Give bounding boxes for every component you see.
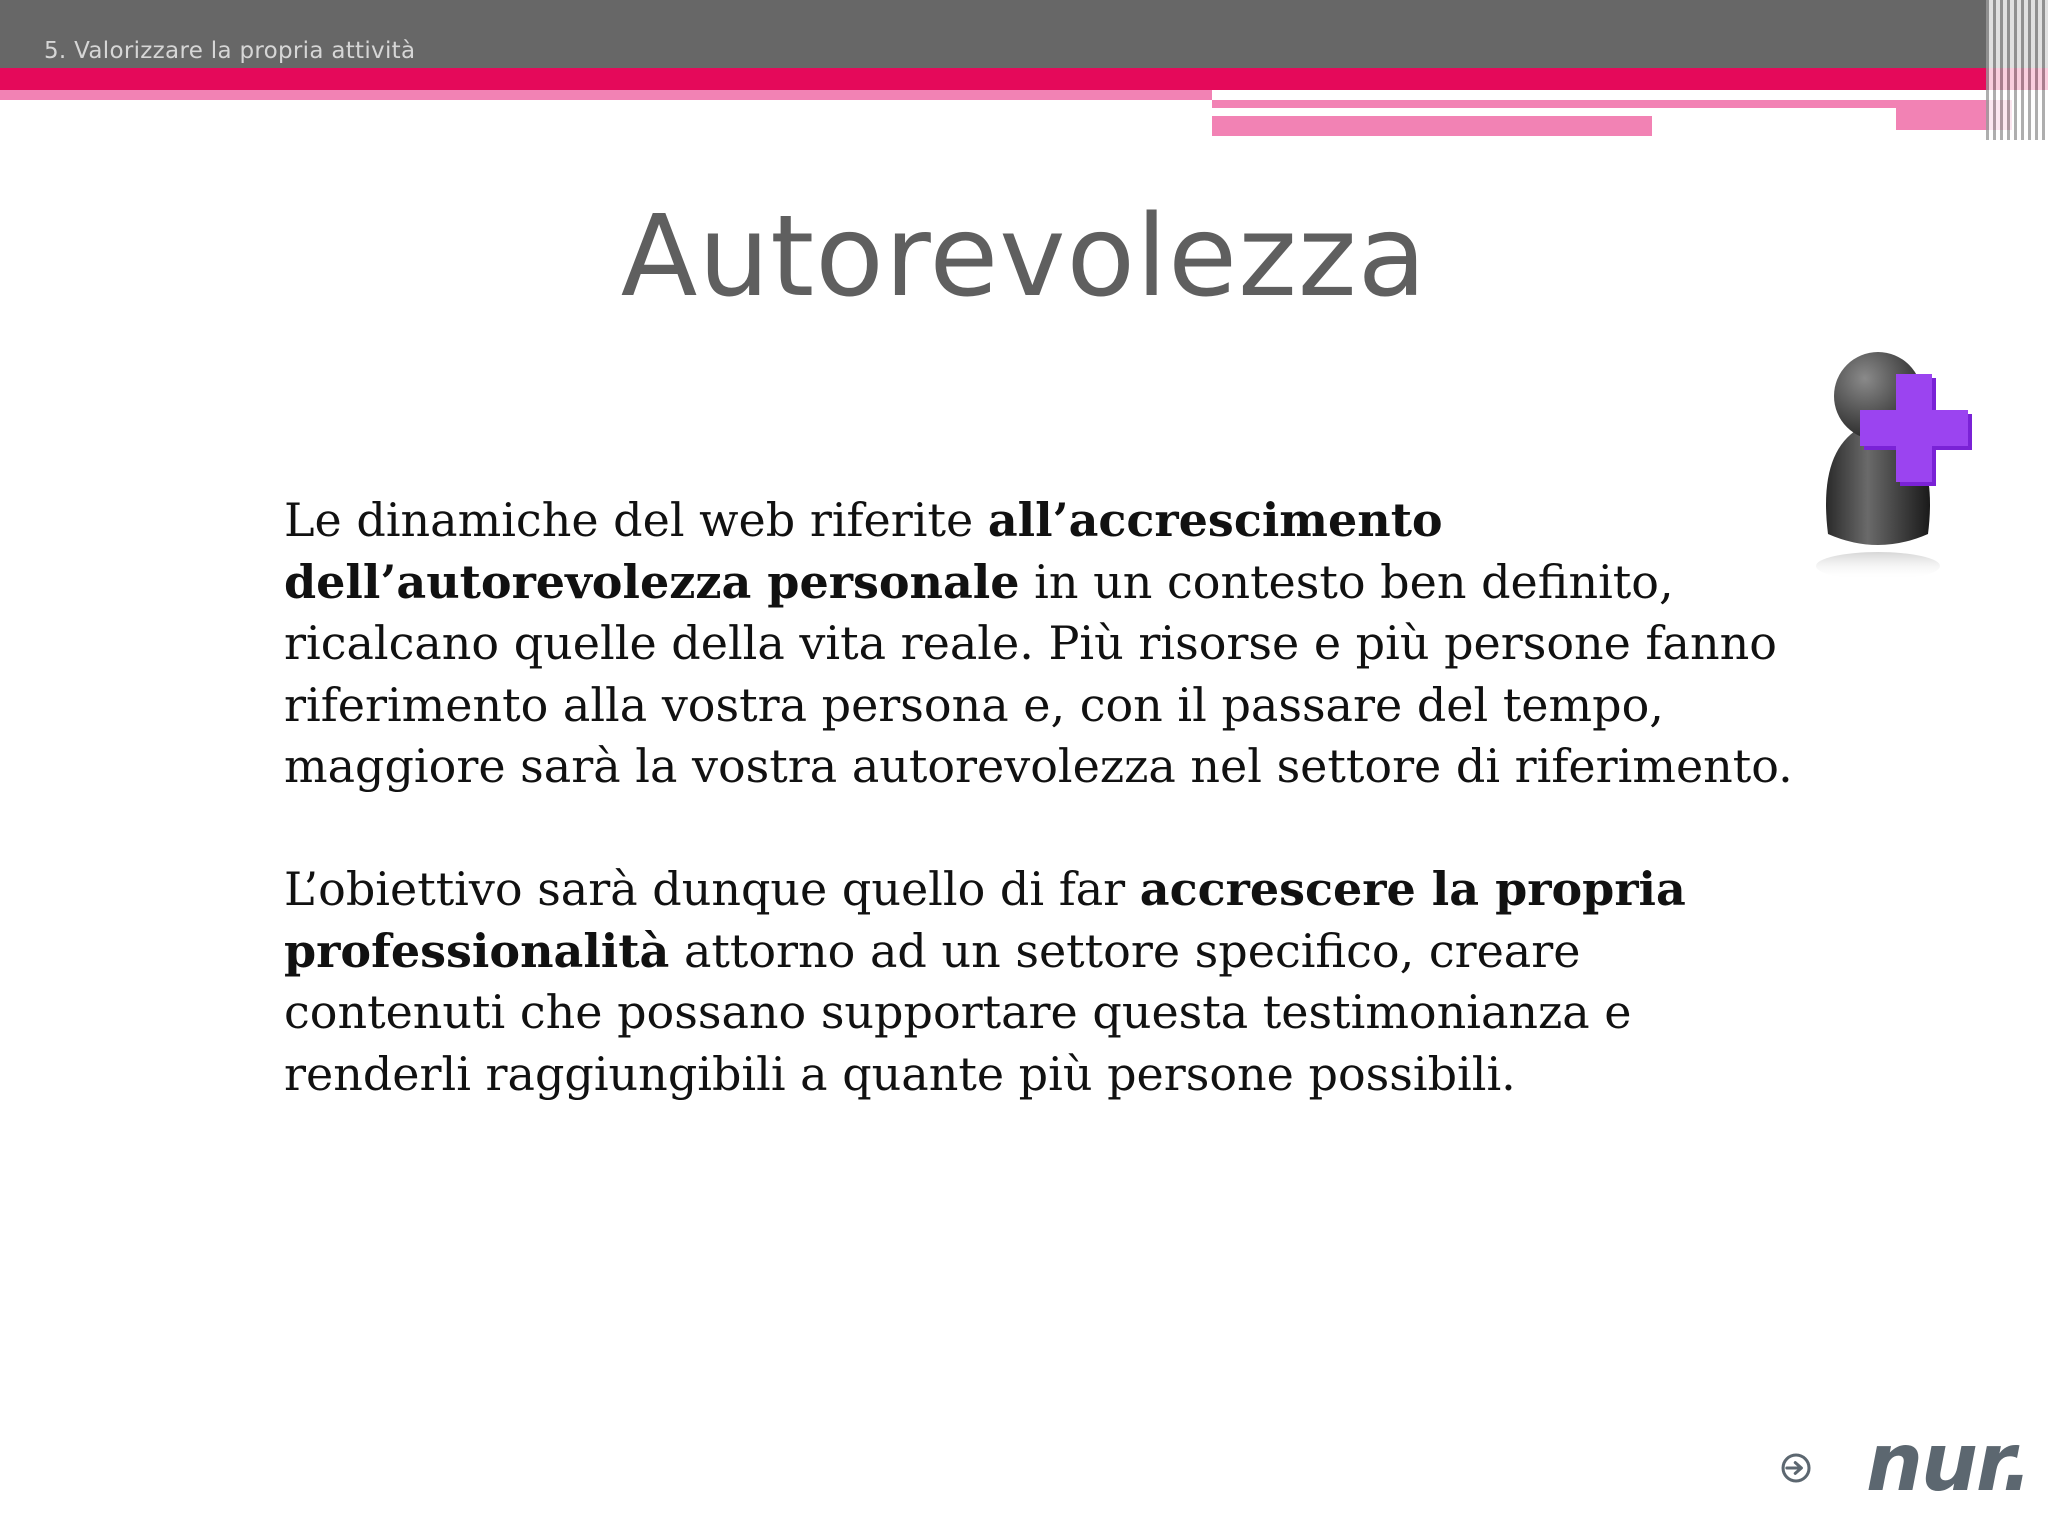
- header-stripe-pink-lower: [1212, 116, 1652, 136]
- header-stripe-magenta: [0, 68, 2048, 90]
- header-stripe-pink: [0, 90, 1212, 100]
- header-stripe-white-line: [1212, 108, 1896, 116]
- header-stripe-gap: [1212, 90, 2012, 100]
- person-plus-icon: [1808, 334, 1980, 584]
- section-label: 5. Valorizzare la propria attività: [44, 38, 416, 64]
- paragraph-1-emphasis: all’accrescimento dell’autorevolezza personale: [284, 493, 1443, 609]
- paragraph-1-text-end: in un contesto ben definito, ricalcano quelle della vita reale. Più risorse e più persone fanno riferimento alla vostra persona e, con il passare del tempo, maggiore sarà la vostra autorevolezza nel settore di riferimento.: [284, 554, 1793, 793]
- paragraph-1: [284, 490, 1804, 798]
- paragraph-2-text-end: attorno ad un settore specifico, creare contenuti che possano supportare questa testimonianza e renderli raggiungibili a quante più persone possibili.: [284, 923, 1632, 1101]
- header-vertical-lines: [1986, 0, 2048, 140]
- paragraph-2: [284, 859, 1804, 1105]
- slide-title: Autorevolezza: [620, 192, 1428, 322]
- arrow-circle-icon: [1780, 1426, 1864, 1510]
- slide-body: [284, 490, 1804, 1105]
- logo-text: nur.: [1866, 1416, 2031, 1509]
- paragraph-2-text-start: L’obiettivo sarà dunque quello di far: [284, 862, 1140, 916]
- paragraph-2-emphasis: accrescere la propria professionalità: [284, 862, 1686, 978]
- header-stripe-pink-right: [1212, 100, 1896, 108]
- paragraph-1-text-start: Le dinamiche del web riferite: [284, 493, 988, 547]
- header-bar: [0, 0, 2048, 68]
